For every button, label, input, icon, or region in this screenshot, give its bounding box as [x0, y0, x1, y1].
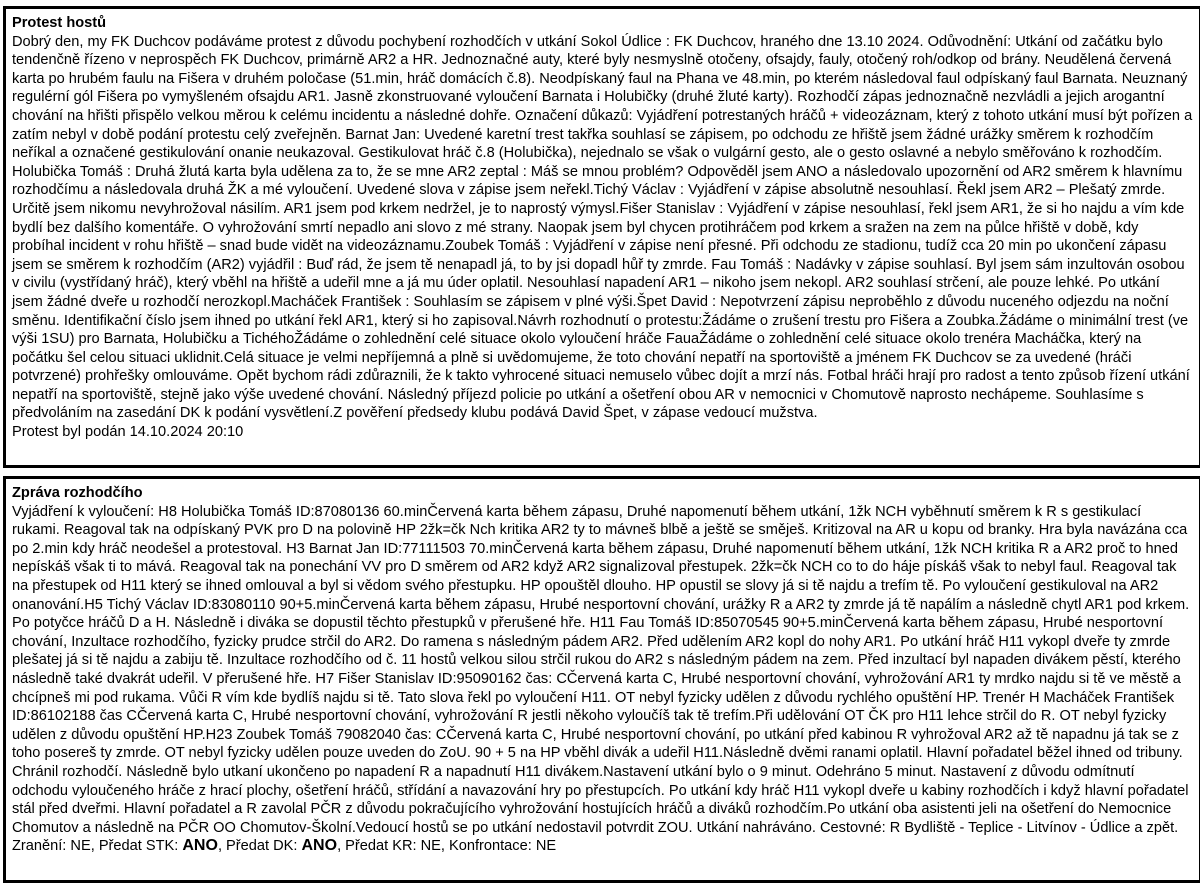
report-body: Vyjádření k vyloučení: H8 Holubička Tomáš ID:87080136 60.minČervená karta během zápasu, Druhé napomenutí během utkání, 1žk NCH vyběhnutí směrem k R s gestikulací rukami. Reagoval tak na odpískaný PVK pro D na polovině HP 2žk=čk Nch kritika AR2 ty to mávneš blbě a ještě se směješ. Kritizoval na AR u kopu od branky. Hra byla navázána cca po 2.min kdy hráč neodešel a protestoval. H3 Barnat Jan ID:77111503 70.minČervená karta během zápasu, Druhé napomenutí během utkání, 1žk NCH kritika R a AR2 proč to hned nepískáš však ti to mává. Reagoval tak na ponechání VV pro D směrem od AR2 když AR2 signalizoval přestupek. 2žk=čk NCH co to do háje pískáš však to nebyl faul. Reagoval tak na přestupek od H11 který se ihned omlouval a byl si vědom svého přestupku. HP opouštěl dlouho. HP opustil se slovy já si tě najdu a trefím tě. Po vyloučení gestikuloval na AR2 onanování.H5 Tichý Václav ID:83080110 90+5.minČervená karta během zápasu, Hrubé nesportovní chování, urážky R a AR2 ty zmrde já tě napálím a následně chytl AR1 pod krkem. Po potyčce hráčů D a H. Následně i diváka se dopustil těchto přestupků v přerušené hře. H11 Fau Tomáš ID:85070545 90+5.minČervená karta během zápasu, Hrubé nesportovní chování, Inzultace rozhodčího, fyzicky prudce strčil do AR2. Do ramena s následným pádem AR2. Před udělením AR2 kopl do nohy AR1. Po utkání hráč H11 vykopl dveře ty zmrde plešatej já si tě najdu a zabiju tě. Inzultace rozhodčího od č. 11 hostů velkou silou strčil rukou do AR2 s následným pádem na zem. Před inzultací byl napaden divákem pěstí, kterého následně také dvakrát udeřil. V přerušené hře. H7 Fišer Stanislav ID:95090162 čas: CČervená karta C, Hrubé nesportovní chování, vyhrožování AR1 ty mrdko najdu si tě ve městě a chcípneš mi pod rukama. Vůči R vím kde bydlíš najdu si tě. Tato slova řekl po vyloučení H11. OT nebyl fyzicky udělen z důvodu rychlého opuštění HP. Trenér H Macháček František ID:86102188 čas CČervená karta C, Hrubé nesportovní chování, vyhrožování R jestli někoho vyloučíš tak tě trefím.Při udělování OT ČK pro H11 lehce strčil do R. OT nebyl fyzicky udělen z důvodu opuštění HP.H23 Zoubek Tomáš 79082040 čas: CČervená karta C, Hrubé nesportovní chování, po utkání před kabinou R vyhrožoval AR2 až tě napadnu já tak se z toho posereš ty zmrde. OT nebyl fyzicky udělen pouze uveden do ZoU. 90 + 5 na HP vběhl divák a udeřil H11.Následně dvěmi ranami oplatil. Hlavní pořadatel běžel ihned od tribuny. Chránil rozhodčí. Následně bylo utkaní ukončeno po napadení R a napadnutí H11 divákem.Nastavení utkání bylo o 9 minut. Odehráno 5 minut. Nastavení z důvodu odmítnutí odchodu vyloučeného hráče z hrací plochy, ošetření hráčů, střídání a navazování hry po přestupcích. Po utkání kdy hráč H11 vykopl dveře u kabiny rozhodčích i když hlavní pořadatel stál před dveřmi. Hlavní pořadatel a R zavolal PČR z důvodu pokračujícího vyhrožování hostujících hráčů a diváků rozhodčím.Po utkání oba asistenti jeli na ošetření do Nemocnice Chomutov a následně na PČR OO Chomutov-Školní.Vedoucí hostů se po utkání nedostavil potvrdit ZOU. Utkání nahráváno. Cestovné: R Bydliště - Teplice - Litvínov - Údlice a zpět.	[12, 503, 1190, 836]
referee-report-panel	[3, 476, 1200, 883]
flag-confrontation-value: NE	[535, 838, 557, 855]
protest-submitted: Protest byl podán 14.10.2024 20:10	[12, 424, 244, 441]
protest-panel	[3, 6, 1200, 468]
flag-dk-label: Předat DK:	[226, 838, 298, 855]
flag-injury-label: Zranění:	[12, 838, 67, 855]
flag-kr-value: NE	[420, 838, 441, 855]
flag-confrontation-label: Konfrontace:	[449, 838, 532, 855]
protest-body: Dobrý den, my FK Duchcov podáváme protest z důvodu pochybení rozhodčích v utkání Sokol Údlice : FK Duchcov, hraného dne 13.10 2024. Odůvodnění: Utkání od začátku bylo tendenčně řízeno v neprospěch FK Duchcov, primárně AR2 a HR. Jednoznačné auty, které byly nesmyslně otočeny, ofsajdy, fauly, otočený roh/odkop od brány. Neudělená červená karta po hrubém faulu na Fišera v druhém poločase (51.min, hráč domácích č.8). Neodpískaný faul na Phana ve 48.min, po kterém následoval faul odpískaný faul Barnata. Neuznaný regulérní gól Fišera po vymyšleném ofsajdu AR1. Jasně zkonstruované vyloučení Barnata i Holubičky (druhé žluté karty). Rozhodčí zápas jednoznačně nezvládli a jejich arogantní chování na hřišti přispělo velkou měrou k celému incidentu a následné dohře. Označení důkazů: Vyjádření potrestaných hráčů + videozáznam, který z tohoto utkání musí být pořízen a zatím nebyl v době podání protestu celý zveřejněn. Barnat Jan: Uvedené karetní trest takřka souhlasí se zápisem, po odchodu ze hřiště jsem žádné urážky směrem k rozhodčím neříkal a označené gestikulování onanie neukazoval. Gestikulovat hráč č.8 (Holubička), nejednalo se však o vulgární gesto, ale o gesto oslavné a nebylo směřováno k rozhodčím. Holubička Tomáš : Druhá žlutá karta byla udělena za to, že se mne AR2 zeptal : Máš se mnou problém? Odpověděl jsem ANO a následovalo upozornění od AR2 směrem k hlavnímu rozhodčímu a následovala druhá ŽK a mé vyloučení. Uvedené slova v zápise jsem neřekl.Tichý Václav : Vyjádření v zápise absolutně nesouhlasí. Řekl jsem AR2 – Plešatý zmrde. Určitě jsem nikomu nevyhrožoval násilím. AR1 jsem pod krkem nedržel, je to naprostý výmysl.Fišer Stanislav : Vyjádření v zápise nesouhlasí, řekl jsem AR1, že si ho najdu a vím kde bydlí bez dalšího komentáře. O vyhrožování smrtí nepadlo ani slovo z mé strany. Naopak jsem byl chycen protihráčem pod krkem a sražen na zem na půlce hřiště v době, kdy probíhal incident v rohu hřiště – snad bude vidět na videozáznamu.Zoubek Tomáš : Vyjádření v zápise není přesné. Při odchodu ze stadionu, tudíž cca 20 min po ukončení zápasu jsem se směrem k rozhodčím (AR2) vyjádřil : Buď rád, že jsem tě nenapadl já, to by jsi dopadl hůř ty zmrde. Fau Tomáš : Nadávky v zápise souhlasí. Byl jsem sám inzultován osobou v civilu (vystřídaný hráč), který vběhl na hřiště a udeřil mne a já mu úder oplatil. Nesouhlasí napadení AR1 – nikoho jsem nekopl. AR2 souhlasí strčení, ale pouze lehké. Po utkání jsem žádné dveře u rozhodčí nerozkopl.Macháček František : Souhlasím se zápisem v plné výši.Špet David : Nepotvrzení zápisu neproběhlo z důvodu nuceného odjezdu na noční směnu. Identifikační číslo jsem ihned po utkání řekl AR1, který si ho zapisoval.Návrh rozhodnutí o protestu:Žádáme o zrušení trestu pro Fišera a Zoubka.Žádáme o minimální trest (ve výši 1SU) pro Barnata, Holubičku a TichéhoŽádáme o zohlednění celé situace okolo vyloučení hráče FauaŽádáme o zohlednění celé situace okolo trenéra Macháčka, který na počátku šel celou situaci uklidnit.Celá situace je velmi nepříjemná a plně si uvědomujeme, že toto chování nepatří na sportoviště a jménem FK Duchcov se za uvedené (hráči potvrzené) prohřešky omlouváme. Opět bychom rádi zdůraznili, že k takto vyhrocené situaci nemuselo vůbec dojít a mrzí nás. Fotbal hráči hrají pro radost a tento způsob řízení utkání nepatří na sportoviště, stejně jako výše uvedené chování. Následný příjezd policie po utkání a ošetření obou AR v nemocnici v Chomutově naprosto nechápeme. Souhlasíme s předvoláním na zasedání DK k podání vysvětlení.Z pověření předsedy klubu podává David Špet, v zápase vedoucí mužstva.	[12, 33, 1193, 422]
flag-dk-value: ANO	[301, 837, 338, 855]
report-title: Zpráva rozhodčího	[12, 485, 143, 501]
flag-kr-label: Předat KR:	[345, 838, 417, 855]
flag-injury-value: NE	[70, 838, 91, 855]
flag-stk-value: ANO	[182, 837, 218, 855]
flag-stk-label: Předat STK:	[98, 838, 179, 855]
report-flags: Zranění: NE, Předat STK: ANO, Předat DK: ANO, Předat KR: NE, Konfrontace: NE	[12, 837, 557, 855]
protest-title: Protest hostů	[12, 15, 107, 31]
